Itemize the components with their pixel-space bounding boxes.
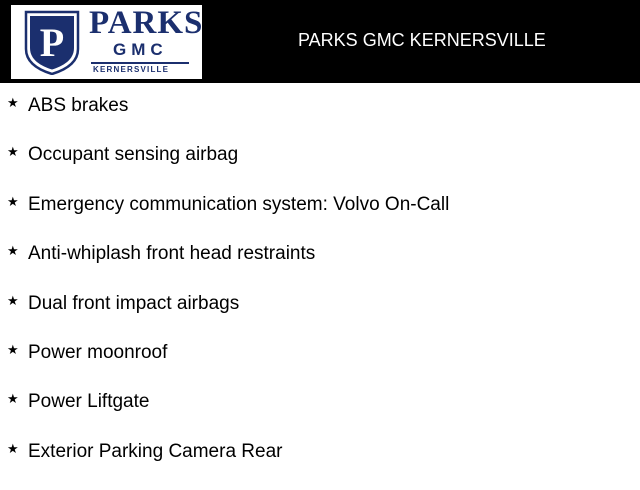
dealer-title: PARKS GMC KERNERSVILLE xyxy=(298,30,546,50)
list-item xyxy=(0,391,640,440)
star-icon: ★ xyxy=(7,392,19,408)
dealer-logo xyxy=(11,5,202,79)
shield-letter: P xyxy=(39,20,65,65)
logo-brand-text: PARKS xyxy=(89,5,204,41)
logo-city-text: KERNERSVILLE xyxy=(93,65,170,74)
list-item xyxy=(0,293,640,342)
star-icon: ★ xyxy=(7,96,19,111)
star-icon: ★ xyxy=(7,342,19,358)
list-item xyxy=(0,95,640,144)
shield-p-icon xyxy=(23,9,81,75)
star-icon: ★ xyxy=(7,145,19,161)
list-item xyxy=(0,441,640,490)
star-icon: ★ xyxy=(7,244,19,260)
feature-text: Power moonroof xyxy=(28,341,168,363)
feature-list xyxy=(0,95,640,490)
star-icon: ★ xyxy=(7,194,19,210)
star-icon: ★ xyxy=(7,293,19,309)
feature-text: Dual front impact airbags xyxy=(28,292,240,314)
list-item xyxy=(0,342,640,391)
logo-divider xyxy=(91,62,189,64)
star-icon: ★ xyxy=(7,441,19,457)
feature-text: Exterior Parking Camera Rear xyxy=(28,440,283,462)
logo-make-text: GMC xyxy=(113,40,168,59)
list-item xyxy=(0,144,640,193)
feature-text: Anti-whiplash front head restraints xyxy=(28,243,316,265)
header-bar xyxy=(0,0,640,83)
feature-text: Occupant sensing airbag xyxy=(28,144,239,166)
feature-text: Power Liftgate xyxy=(28,391,150,413)
feature-text: ABS brakes xyxy=(28,95,129,116)
feature-text: Emergency communication system: Volvo On-Call xyxy=(28,193,450,215)
list-item xyxy=(0,243,640,292)
list-item xyxy=(0,194,640,243)
